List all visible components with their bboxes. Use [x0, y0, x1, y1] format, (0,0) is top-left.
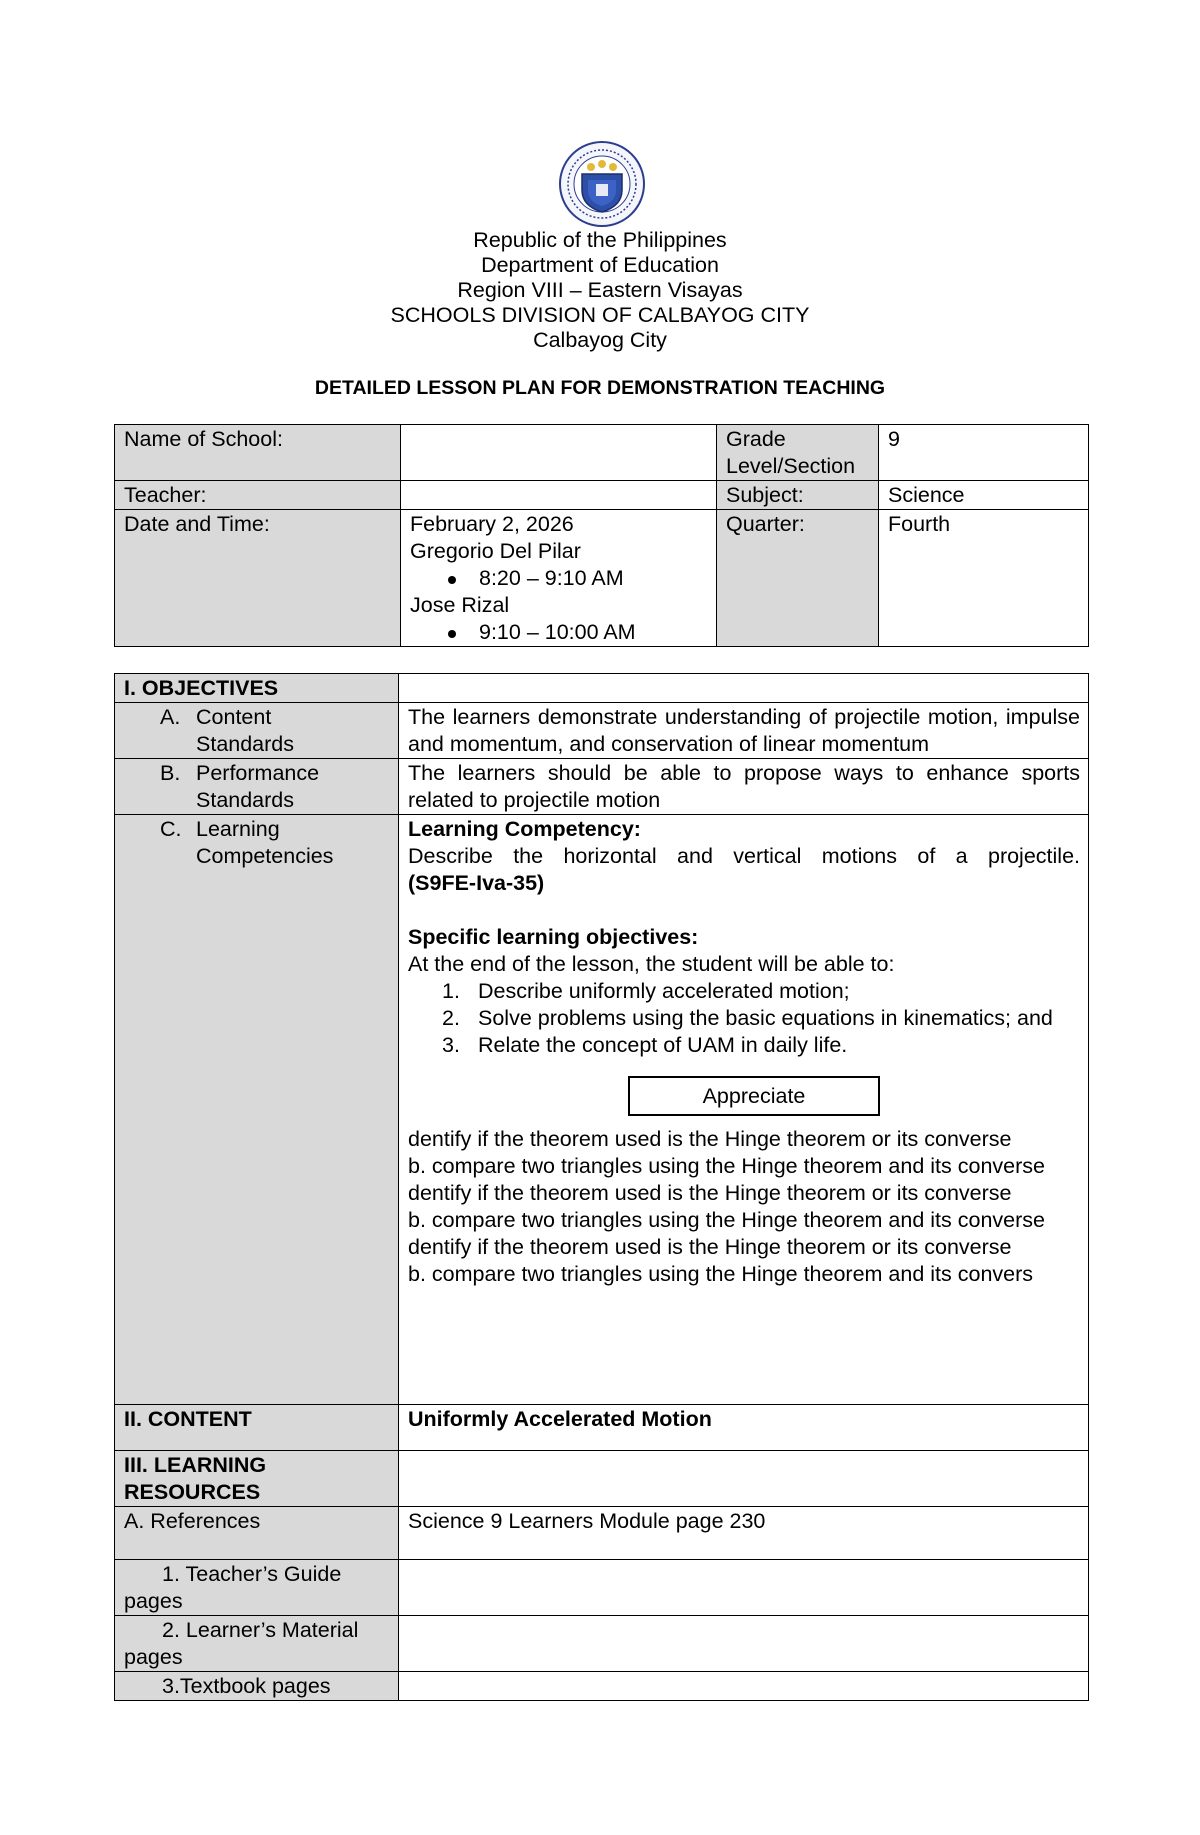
- list-item: [408, 1032, 1080, 1059]
- performance-standards-text: The learners should be able to propose ways to enhance sports related to projectile motion: [399, 759, 1089, 815]
- textbook-label: [115, 1672, 399, 1701]
- learners-material-label: [115, 1616, 399, 1672]
- date-time-cell[interactable]: [401, 510, 717, 647]
- table-row: [115, 1451, 1089, 1507]
- extra-line: dentify if the theorem used is the Hinge theorem or its converse: [408, 1181, 1012, 1205]
- list-item: [408, 978, 1080, 1005]
- learning-resources-blank: [399, 1451, 1089, 1507]
- references-label: A. References: [115, 1507, 399, 1560]
- sub-label-line: Performance: [196, 761, 320, 785]
- table-row: [115, 703, 1089, 759]
- teachers-guide-value: [399, 1560, 1089, 1616]
- textbook-value: [399, 1672, 1089, 1701]
- header-block: [0, 228, 1200, 353]
- header-line-city: Calbayog City: [533, 328, 667, 352]
- sub-label: [124, 704, 390, 758]
- label-line: 3.Textbook pages: [162, 1674, 331, 1698]
- label-line: 1. Teacher’s Guide: [162, 1562, 342, 1586]
- sub-label-letter: C.: [160, 817, 182, 841]
- sub-label-line: Content: [196, 705, 272, 729]
- extra-line: b. compare two triangles using the Hinge theorem and its converse: [408, 1154, 1045, 1178]
- performance-standards-label: [115, 759, 399, 815]
- teacher-label: Teacher:: [115, 481, 401, 510]
- sub-label-text: [196, 760, 319, 814]
- specific-objectives-list: [408, 978, 1080, 1059]
- document-title: DETAILED LESSON PLAN FOR DEMONSTRATION TEACHING: [314, 377, 886, 399]
- sub-label-text: [196, 816, 333, 870]
- sub-label-line: Competencies: [196, 844, 334, 868]
- sub-label-line: Standards: [196, 788, 295, 812]
- content-heading: II. CONTENT: [115, 1405, 399, 1451]
- heading-line: III. LEARNING: [124, 1453, 267, 1477]
- subject-label: Subject:: [717, 481, 879, 510]
- extra-line: b. compare two triangles using the Hinge theorem and its convers: [408, 1262, 1034, 1286]
- table-row: [115, 1560, 1089, 1616]
- competency-text: Describe the horizontal and vertical motions of a projectile.: [408, 844, 1080, 868]
- sub-label-letter: A.: [160, 705, 181, 729]
- teacher-field[interactable]: [401, 481, 717, 510]
- grade-label: [717, 425, 879, 481]
- sub-label-line: Standards: [196, 732, 295, 756]
- grade-label-line: Grade: [726, 427, 786, 451]
- teachers-guide-label: [115, 1560, 399, 1616]
- appreciate-wrap: [408, 1076, 1080, 1116]
- objectives-heading-blank: [399, 674, 1089, 703]
- table-row: [115, 815, 1089, 1405]
- extra-line: b. compare two triangles using the Hinge theorem and its converse: [408, 1208, 1045, 1232]
- specific-objectives-intro: At the end of the lesson, the student will be able to:: [408, 952, 895, 976]
- grade-value[interactable]: 9: [879, 425, 1089, 481]
- list-item-number: 2.: [442, 1006, 460, 1030]
- sub-label-text: [196, 704, 294, 758]
- section-name: Gregorio Del Pilar: [410, 539, 581, 563]
- date-value: February 2, 2026: [410, 512, 574, 536]
- extra-line: dentify if the theorem used is the Hinge theorem or its converse: [408, 1127, 1012, 1151]
- header-line-division: SCHOOLS DIVISION OF CALBAYOG CITY: [390, 303, 810, 327]
- grade-label-line: Level/Section: [726, 454, 856, 478]
- time-value: 8:20 – 9:10 AM: [479, 566, 624, 590]
- time-bullet: [410, 619, 708, 646]
- objectives-heading: I. OBJECTIVES: [115, 674, 399, 703]
- content-standards-text: The learners demonstrate understanding of projectile motion, impulse and momentum, and conservation of linear momentum: [399, 703, 1089, 759]
- header-line-republic: Republic of the Philippines: [473, 228, 727, 252]
- table-row: [115, 1507, 1089, 1560]
- label-line: pages: [124, 1645, 183, 1669]
- learning-resources-heading: [115, 1451, 399, 1507]
- extra-line: dentify if the theorem used is the Hinge theorem or its converse: [408, 1235, 1012, 1259]
- table-row: [115, 1405, 1089, 1451]
- competency-code: (S9FE-Iva-35): [408, 871, 545, 895]
- table-row: [115, 481, 1089, 510]
- date-label: Date and Time:: [115, 510, 401, 647]
- time-bullet: [410, 565, 708, 592]
- quarter-label: Quarter:: [717, 510, 879, 647]
- header-line-region: Region VIII – Eastern Visayas: [457, 278, 743, 302]
- learners-material-value: [399, 1616, 1089, 1672]
- list-item-text: Solve problems using the basic equations in kinematics; and: [478, 1006, 1053, 1030]
- objectives-table: [114, 673, 1089, 1701]
- lesson-info-table: [114, 424, 1089, 647]
- specific-objectives-heading: Specific learning objectives:: [408, 925, 699, 949]
- quarter-value[interactable]: Fourth: [879, 510, 1089, 647]
- list-item-text: Relate the concept of UAM in daily life.: [478, 1033, 848, 1057]
- table-row: [115, 425, 1089, 481]
- school-field[interactable]: [401, 425, 717, 481]
- table-row: [115, 759, 1089, 815]
- header-line-department: Department of Education: [481, 253, 719, 277]
- label-line: pages: [124, 1589, 183, 1613]
- references-value: Science 9 Learners Module page 230: [399, 1507, 1089, 1560]
- section-name: Jose Rizal: [410, 593, 510, 617]
- table-row: [115, 674, 1089, 703]
- appreciate-box[interactable]: Appreciate: [628, 1076, 880, 1116]
- list-item-number: 3.: [442, 1033, 460, 1057]
- table-row: [115, 1672, 1089, 1701]
- learning-competencies-label: [115, 815, 399, 1405]
- table-row: [115, 510, 1089, 647]
- content-standards-label: [115, 703, 399, 759]
- label-line: 2. Learner’s Material: [162, 1618, 359, 1642]
- learning-competencies-content: [399, 815, 1089, 1405]
- list-item-text: Describe uniformly accelerated motion;: [478, 979, 850, 1003]
- table-row: [115, 1616, 1089, 1672]
- deped-seal-icon: [558, 140, 646, 228]
- list-item-number: 1.: [442, 979, 460, 1003]
- heading-line: RESOURCES: [124, 1480, 261, 1504]
- time-value: 9:10 – 10:00 AM: [479, 620, 636, 644]
- sub-label-letter: B.: [160, 761, 181, 785]
- sub-label-line: Learning: [196, 817, 280, 841]
- sub-label: [124, 816, 390, 870]
- content-value: Uniformly Accelerated Motion: [399, 1405, 1089, 1451]
- list-item: [408, 1005, 1080, 1032]
- school-label: Name of School:: [115, 425, 401, 481]
- sub-label: [124, 760, 390, 814]
- subject-value[interactable]: Science: [879, 481, 1089, 510]
- competency-heading: Learning Competency:: [408, 817, 641, 841]
